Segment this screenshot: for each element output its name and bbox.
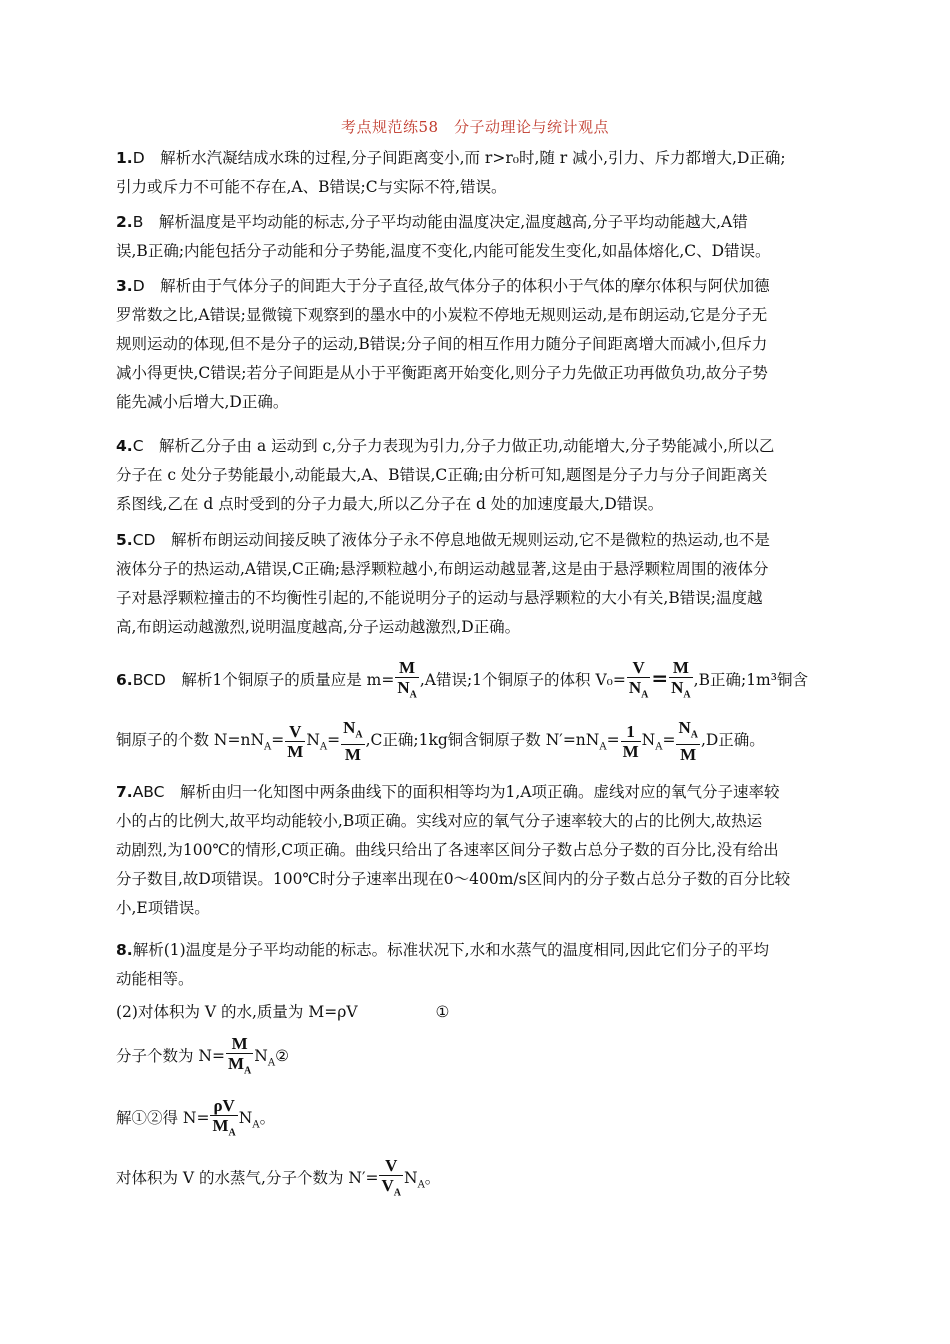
fraction (210, 1096, 237, 1142)
item-text: 。 (259, 1109, 276, 1128)
fraction (379, 1156, 403, 1202)
item-answer: CD (132, 531, 156, 549)
fraction (395, 658, 419, 704)
item-text: 减小得更快,C错误;若分子间距是从小于平衡距离开始变化,则分子力先做正功再做负功,故分子势 (116, 364, 768, 382)
item-number: 1. (116, 149, 133, 167)
page-title: 考点规范练58 分子动理论与统计观点 (340, 118, 610, 136)
item-answer: C (132, 437, 144, 455)
fraction-numerator: M (226, 1034, 253, 1054)
item-answer: ABC (132, 783, 165, 801)
item-text: 对体积为 V 的水蒸气,分子个数为 N′= (116, 1169, 379, 1188)
item-line (116, 144, 836, 173)
item-text: 解①②得 N= (116, 1109, 210, 1128)
item-text: 解析乙分子由 a 运动到 c,分子力表现为引力,分子力做正功,动能增大,分子势能减小,所以乙 (159, 437, 775, 455)
subscript: A (264, 741, 272, 753)
item-text: 小的占的比例大,故平均动能较小,B项正确。实线对应的氧气分子速率较大的占的比例大,故热运 (116, 812, 763, 830)
fraction-denominator (627, 678, 651, 704)
answer-item-1 (116, 144, 836, 202)
item-number: 6. (116, 671, 133, 690)
answer-item-3 (116, 272, 836, 417)
item-line (116, 936, 836, 965)
item-text: 高,布朗运动越激烈,说明温度越高,分子运动越激烈,D正确。 (116, 618, 521, 636)
item-text: 解析1个铜原子的质量应是 m= (181, 671, 395, 690)
subscript: A (267, 1057, 276, 1069)
item-line (116, 778, 836, 807)
item-text: 能先减小后增大,D正确。 (116, 393, 289, 411)
item-text: 解析布朗运动间接反映了液体分子永不停息地做无规则运动,它不是微粒的热运动,也不是 (170, 531, 770, 549)
fraction (341, 718, 365, 764)
equation-mark: ② (275, 1047, 289, 1066)
fraction-denominator: M (622, 741, 639, 761)
answer-item-6-line-2 (116, 718, 765, 764)
fraction (669, 658, 693, 704)
item-text: 解析(1)温度是分子平均动能的标志。标准状况下,水和水蒸气的温度相同,因此它们分子的平均 (132, 941, 770, 959)
item-text: 解析水汽凝结成水珠的过程,分子间距离变小,而 r>r₀时,随 r 减小,引力、斥力都增大,D正确; (160, 149, 786, 167)
answer-item-6-line-1 (116, 658, 808, 704)
item-line (116, 526, 836, 555)
fraction (285, 722, 305, 761)
item-text: 分子数目,故D项错误。100℃时分子速率出现在0～400m/s区间内的分子数占总分子数的百分比较 (116, 870, 791, 888)
fraction-numerator: M (669, 658, 693, 678)
item-text: = (271, 731, 285, 750)
fraction-numerator: V (285, 722, 305, 742)
item-number: 5. (116, 531, 133, 549)
item-text: (2)对体积为 V 的水,质量为 M=ρV (116, 1003, 358, 1021)
equation-mark: ① (435, 1003, 450, 1021)
fraction-numerator (341, 718, 365, 745)
fraction-denominator: M (344, 745, 361, 765)
subscript: A (319, 741, 328, 753)
item-text: = (327, 731, 341, 750)
item-answer: D (132, 149, 145, 167)
answer-item-2 (116, 208, 836, 266)
item-text: N (238, 1109, 253, 1128)
answer-item-8-line-6 (116, 1156, 440, 1202)
fraction-numerator: V (627, 658, 651, 678)
item-text: 动剧烈,为100℃的情形,C项正确。曲线只给出了各速率区间分子数占总分子数的百分比,没有给出 (116, 841, 779, 859)
answer-item-8 (116, 936, 836, 994)
fraction-numerator: M (395, 658, 419, 678)
answer-item-8-line-4 (116, 1034, 289, 1080)
answer-item-7 (116, 778, 836, 923)
fraction-denominator (395, 678, 419, 704)
equals-sign: = (651, 666, 669, 691)
item-text: 小,E项错误。 (116, 899, 210, 917)
item-text: 分子在 c 处分子势能最小,动能最大,A、B错误,C正确;由分析可知,题图是分子力与分子间距离关 (116, 466, 768, 484)
answer-item-4 (116, 432, 836, 519)
fraction-denominator: M (287, 741, 304, 761)
subscript: A (599, 741, 607, 753)
fraction-denominator (226, 1054, 253, 1080)
answer-item-8-line-5 (116, 1096, 275, 1142)
fraction-denominator-text: M (227, 1054, 245, 1073)
answer-item-5 (116, 526, 836, 642)
subscript: A (355, 729, 363, 741)
item-text: 误,B正确;内能包括分子动能和分子势能,温度不变化,内能可能发生变化,如晶体熔化,C、D错误。 (116, 242, 771, 260)
item-text: 规则运动的体现,但不是分子的运动,B错误;分子间的相互作用力随分子间距离增大而减小,但斥力 (116, 335, 768, 353)
item-text: 引力或斥力不可能不存在,A、B错误;C与实际不符,错误。 (116, 178, 507, 196)
item-line (116, 208, 836, 237)
fraction-denominator (379, 1176, 403, 1202)
item-text: ,B正确;1m³铜含 (693, 671, 808, 690)
fraction-denominator-text: M (212, 1116, 229, 1135)
item-text: 分子个数为 N= (116, 1047, 225, 1066)
item-text: 罗常数之比,A错误;显微镜下观察到的墨水中的小炭粒不停地无规则运动,是布朗运动,它是分子无 (116, 306, 768, 324)
subscript: A (228, 1127, 236, 1139)
item-text: 系图线,乙在 d 点时受到的分子力最大,所以乙分子在 d 处的加速度最大,D错误。 (116, 495, 664, 513)
fraction-denominator (210, 1116, 237, 1142)
subscript: A (655, 741, 663, 753)
subscript: A (690, 729, 698, 741)
item-text: N (404, 1169, 418, 1188)
fraction (621, 722, 641, 761)
fraction-numerator (676, 718, 700, 745)
fraction-numerator-text: N (343, 718, 356, 737)
item-text: ,C正确;1kg铜含铜原子数 N′=nN (365, 731, 600, 750)
subscript: A (244, 1065, 252, 1077)
fraction-numerator: ρV (210, 1096, 237, 1116)
item-text: 子对悬浮颗粒撞击的不均衡性引起的,不能说明分子的运动与悬浮颗粒的大小有关,B错误;温度越 (116, 589, 763, 607)
item-number: 2. (116, 213, 133, 231)
subscript: A (393, 1187, 401, 1199)
fraction-denominator-text: N (628, 678, 642, 697)
subscript: A (417, 1179, 425, 1191)
item-text: N (641, 731, 656, 750)
subscript: A (683, 689, 691, 701)
answer-item-8-line-3 (116, 1000, 449, 1022)
fraction-numerator: 1 (621, 722, 641, 742)
item-text: ,A错误;1个铜原子的体积 V₀= (419, 671, 626, 690)
subscript: A (252, 1119, 260, 1131)
item-line (116, 432, 836, 461)
fraction-denominator-text: N (671, 678, 684, 697)
item-number: 3. (116, 277, 133, 295)
item-text: 解析由归一化知图中两条曲线下的面积相等均为1,A项正确。虚线对应的氧气分子速率较 (180, 783, 780, 801)
fraction-denominator (669, 678, 693, 704)
item-text: 解析温度是平均动能的标志,分子平均动能由温度决定,温度越高,分子平均动能越大,A错 (158, 213, 748, 231)
item-text: N (254, 1047, 268, 1066)
item-text: 。 (424, 1169, 441, 1188)
subscript: A (641, 689, 649, 701)
item-line (116, 272, 836, 301)
item-number: 8. (116, 941, 133, 959)
fraction-numerator: V (379, 1156, 403, 1176)
item-text: = (606, 731, 620, 750)
fraction (627, 658, 651, 704)
item-text: N (306, 731, 320, 750)
item-answer: B (132, 213, 144, 231)
fraction-numerator-text: N (678, 718, 691, 737)
fraction-denominator-text: N (397, 678, 410, 697)
item-text: 液体分子的热运动,A错误,C正确;悬浮颗粒越小,布朗运动越显著,这是由于悬浮颗粒周围的液体分 (116, 560, 769, 578)
item-answer: D (132, 277, 145, 295)
item-text: 动能相等。 (116, 970, 194, 988)
fraction-denominator: M (680, 745, 697, 765)
subscript: A (409, 689, 417, 701)
item-answer: BCD (132, 671, 166, 690)
item-number: 4. (116, 437, 133, 455)
fraction (226, 1034, 253, 1080)
fraction (676, 718, 700, 764)
fraction-denominator-text: V (381, 1176, 394, 1195)
item-number: 7. (116, 783, 133, 801)
item-text: ,D正确。 (700, 731, 765, 750)
item-text: 解析由于气体分子的间距大于分子直径,故气体分子的体积小于气体的摩尔体积与阿伏加德 (160, 277, 770, 295)
item-text: = (662, 731, 676, 750)
item-text: 铜原子的个数 N=nN (116, 731, 265, 750)
